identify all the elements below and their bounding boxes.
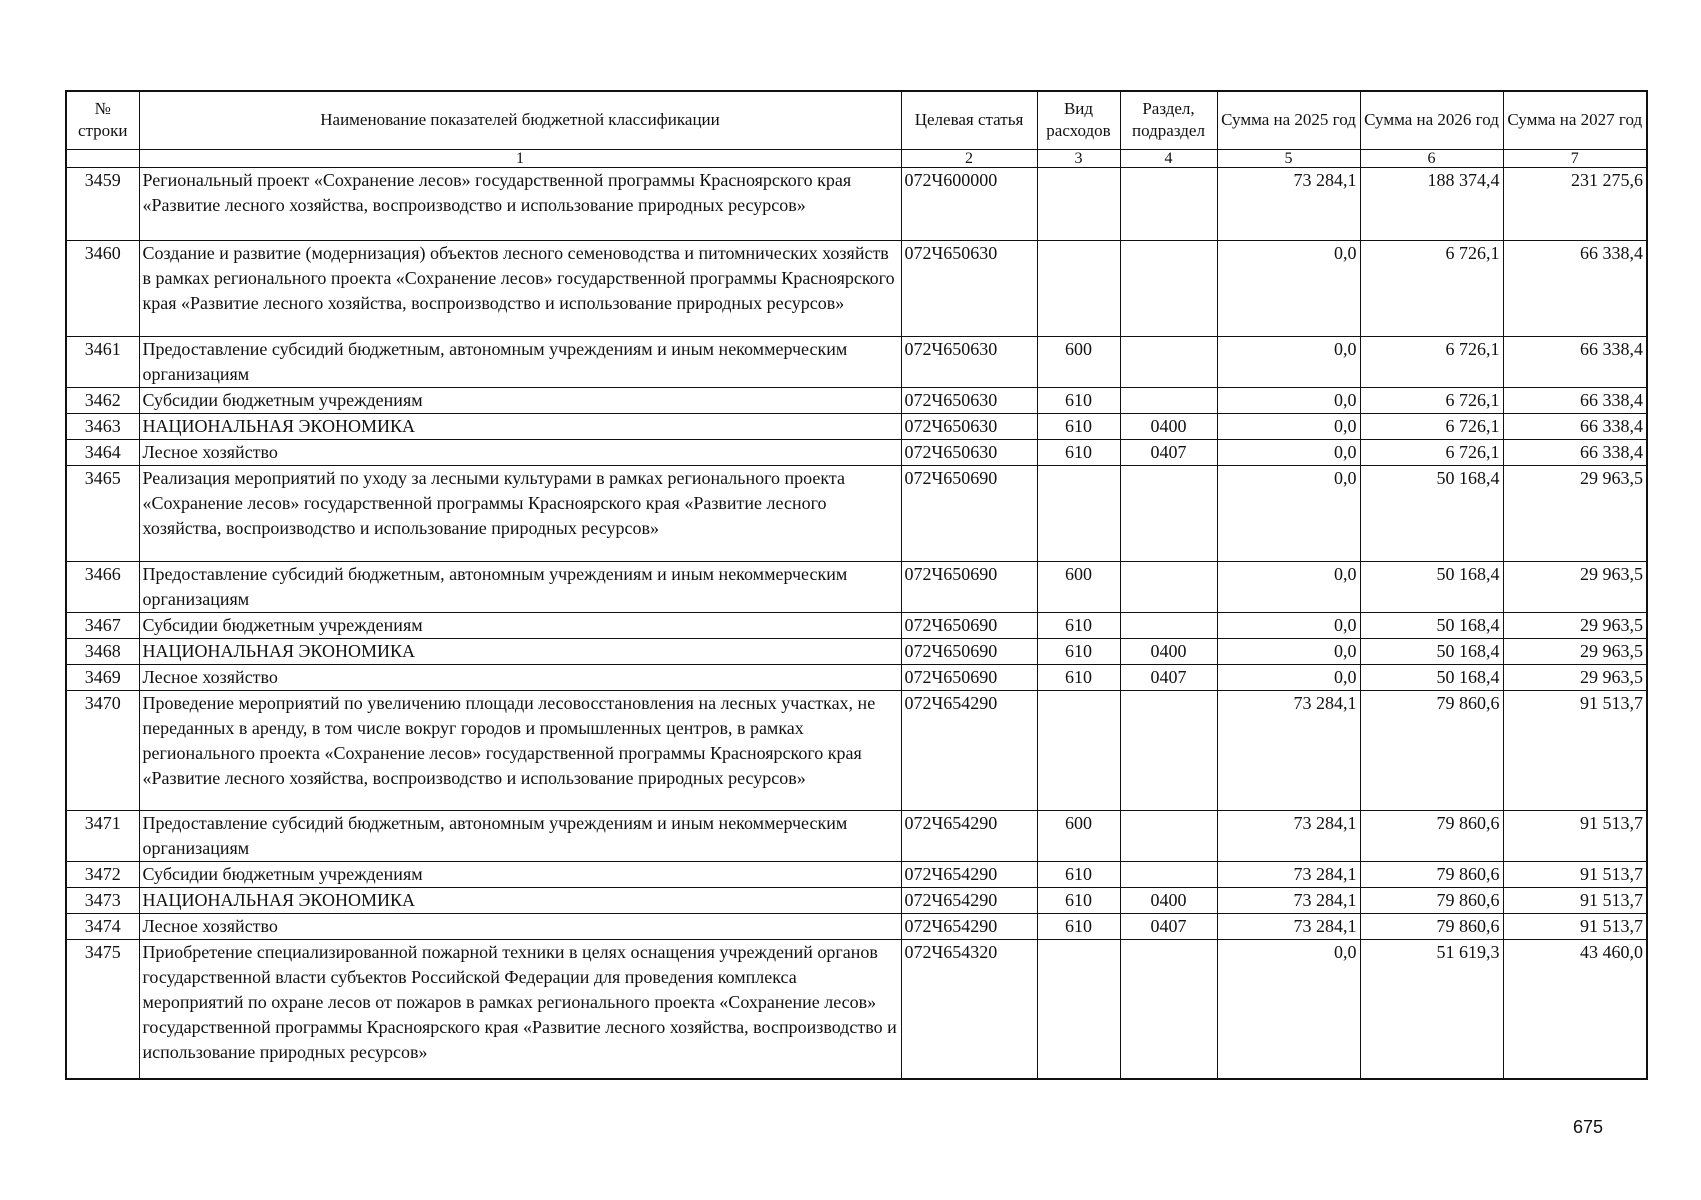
sum-2027: 91 513,7 <box>1503 887 1647 913</box>
row-name: Предоставление субсидий бюджетным, автономным учреждениям и иным некоммерческим организациям <box>139 336 901 387</box>
row-number: 3460 <box>66 240 139 336</box>
sum-2027: 29 963,5 <box>1503 612 1647 638</box>
sum-2027: 91 513,7 <box>1503 690 1647 810</box>
header-row <box>66 91 1647 149</box>
sum-2027: 66 338,4 <box>1503 336 1647 387</box>
target-code: 072Ч650690 <box>901 638 1037 664</box>
header-row-no: № строки <box>66 91 139 149</box>
sum-2026: 50 168,4 <box>1360 638 1503 664</box>
target-code: 072Ч650690 <box>901 465 1037 561</box>
column-number: 4 <box>1120 149 1217 167</box>
expense-type <box>1037 465 1120 561</box>
sum-2025: 73 284,1 <box>1217 861 1360 887</box>
header-sum-2027: Сумма на 2027 год <box>1503 91 1647 149</box>
row-name: Субсидии бюджетным учреждениям <box>139 612 901 638</box>
column-number: 7 <box>1503 149 1647 167</box>
column-number: 5 <box>1217 149 1360 167</box>
row-name: Создание и развитие (модернизация) объектов лесного семеноводства и питомнических хозяйств в рамках регионального проекта «Сохранение лесов» государственной программы Красноярского края «Развитие лесного хозяйства, воспроизводство и использование природных ресурсов» <box>139 240 901 336</box>
table-row <box>66 664 1647 690</box>
table-row <box>66 561 1647 612</box>
sum-2026: 51 619,3 <box>1360 939 1503 1079</box>
column-number <box>66 149 139 167</box>
sum-2025: 0,0 <box>1217 387 1360 413</box>
section-code: 0400 <box>1120 887 1217 913</box>
table-row <box>66 336 1647 387</box>
target-code: 072Ч650690 <box>901 612 1037 638</box>
column-number: 6 <box>1360 149 1503 167</box>
sum-2026: 6 726,1 <box>1360 336 1503 387</box>
section-code: 0407 <box>1120 913 1217 939</box>
row-number: 3474 <box>66 913 139 939</box>
section-code <box>1120 465 1217 561</box>
row-name: НАЦИОНАЛЬНАЯ ЭКОНОМИКА <box>139 887 901 913</box>
sum-2027: 66 338,4 <box>1503 439 1647 465</box>
section-code <box>1120 690 1217 810</box>
header-section: Раздел, подраздел <box>1120 91 1217 149</box>
row-name: Предоставление субсидий бюджетным, автономным учреждениям и иным некоммерческим организациям <box>139 561 901 612</box>
expense-type: 610 <box>1037 413 1120 439</box>
target-code: 072Ч654290 <box>901 690 1037 810</box>
expense-type <box>1037 690 1120 810</box>
expense-type: 610 <box>1037 861 1120 887</box>
sum-2025: 0,0 <box>1217 240 1360 336</box>
sum-2025: 0,0 <box>1217 612 1360 638</box>
row-number: 3473 <box>66 887 139 913</box>
row-name: Проведение мероприятий по увеличению площади лесовосстановления на лесных участках, не переданных в аренду, в том числе вокруг городов и промышленных центров, в рамках регионального проекта «Сохранение лесов» государственной программы Красноярского края «Развитие лесного хозяйства, воспроизводство и использование природных ресурсов» <box>139 690 901 810</box>
table-row <box>66 913 1647 939</box>
row-number: 3464 <box>66 439 139 465</box>
sum-2025: 0,0 <box>1217 638 1360 664</box>
expense-type: 610 <box>1037 638 1120 664</box>
row-name: Лесное хозяйство <box>139 664 901 690</box>
column-number: 2 <box>901 149 1037 167</box>
sum-2027: 91 513,7 <box>1503 810 1647 861</box>
table-row <box>66 861 1647 887</box>
section-code <box>1120 612 1217 638</box>
row-name: Субсидии бюджетным учреждениям <box>139 387 901 413</box>
row-name: Региональный проект «Сохранение лесов» государственной программы Красноярского края «Развитие лесного хозяйства, воспроизводство и использование природных ресурсов» <box>139 167 901 240</box>
section-code <box>1120 861 1217 887</box>
sum-2025: 0,0 <box>1217 561 1360 612</box>
header-sum-2025: Сумма на 2025 год <box>1217 91 1360 149</box>
table-row <box>66 439 1647 465</box>
sum-2025: 73 284,1 <box>1217 690 1360 810</box>
row-number: 3466 <box>66 561 139 612</box>
sum-2027: 29 963,5 <box>1503 638 1647 664</box>
header-sum-2026: Сумма на 2026 год <box>1360 91 1503 149</box>
expense-type <box>1037 240 1120 336</box>
sum-2027: 43 460,0 <box>1503 939 1647 1079</box>
target-code: 072Ч650630 <box>901 439 1037 465</box>
sum-2025: 0,0 <box>1217 465 1360 561</box>
row-number: 3469 <box>66 664 139 690</box>
row-number: 3459 <box>66 167 139 240</box>
sum-2026: 188 374,4 <box>1360 167 1503 240</box>
row-number: 3472 <box>66 861 139 887</box>
sum-2026: 79 860,6 <box>1360 810 1503 861</box>
expense-type: 610 <box>1037 387 1120 413</box>
budget-table <box>65 90 1648 1080</box>
expense-type: 610 <box>1037 612 1120 638</box>
section-code <box>1120 240 1217 336</box>
expense-type: 600 <box>1037 561 1120 612</box>
sum-2026: 79 860,6 <box>1360 887 1503 913</box>
sum-2027: 29 963,5 <box>1503 465 1647 561</box>
header-type: Вид расходов <box>1037 91 1120 149</box>
table-row <box>66 413 1647 439</box>
sum-2027: 29 963,5 <box>1503 561 1647 612</box>
table-row <box>66 690 1647 810</box>
row-number: 3470 <box>66 690 139 810</box>
row-name: Предоставление субсидий бюджетным, автономным учреждениям и иным некоммерческим организациям <box>139 810 901 861</box>
sum-2026: 50 168,4 <box>1360 561 1503 612</box>
sum-2026: 79 860,6 <box>1360 690 1503 810</box>
row-number: 3462 <box>66 387 139 413</box>
section-code: 0400 <box>1120 638 1217 664</box>
expense-type <box>1037 939 1120 1079</box>
sum-2027: 91 513,7 <box>1503 913 1647 939</box>
section-code <box>1120 387 1217 413</box>
table-row <box>66 612 1647 638</box>
row-name: Приобретение специализированной пожарной техники в целях оснащения учреждений органов государственной власти субъектов Российской Федерации для проведения комплекса мероприятий по охране лесов от пожаров в рамках регионального проекта «Сохранение лесов» государственной программы Красноярского края «Развитие лесного хозяйства, воспроизводство и использование природных ресурсов» <box>139 939 901 1079</box>
row-name: НАЦИОНАЛЬНАЯ ЭКОНОМИКА <box>139 413 901 439</box>
sum-2027: 66 338,4 <box>1503 387 1647 413</box>
target-code: 072Ч650690 <box>901 561 1037 612</box>
expense-type: 600 <box>1037 810 1120 861</box>
column-number: 1 <box>139 149 901 167</box>
sum-2026: 6 726,1 <box>1360 439 1503 465</box>
section-code <box>1120 939 1217 1079</box>
row-name: Лесное хозяйство <box>139 913 901 939</box>
header-target: Целевая статья <box>901 91 1037 149</box>
sum-2025: 73 284,1 <box>1217 810 1360 861</box>
table-row <box>66 939 1647 1079</box>
section-code: 0407 <box>1120 664 1217 690</box>
expense-type: 610 <box>1037 664 1120 690</box>
column-number-row <box>66 149 1647 167</box>
expense-type: 610 <box>1037 887 1120 913</box>
target-code: 072Ч654290 <box>901 913 1037 939</box>
section-code: 0407 <box>1120 439 1217 465</box>
target-code: 072Ч650630 <box>901 413 1037 439</box>
sum-2025: 0,0 <box>1217 336 1360 387</box>
row-number: 3475 <box>66 939 139 1079</box>
section-code <box>1120 336 1217 387</box>
column-number: 3 <box>1037 149 1120 167</box>
target-code: 072Ч650630 <box>901 240 1037 336</box>
sum-2025: 73 284,1 <box>1217 913 1360 939</box>
sum-2026: 79 860,6 <box>1360 913 1503 939</box>
sum-2025: 73 284,1 <box>1217 167 1360 240</box>
row-name: Лесное хозяйство <box>139 439 901 465</box>
expense-type: 610 <box>1037 913 1120 939</box>
sum-2027: 66 338,4 <box>1503 413 1647 439</box>
sum-2026: 79 860,6 <box>1360 861 1503 887</box>
row-number: 3463 <box>66 413 139 439</box>
target-code: 072Ч654290 <box>901 861 1037 887</box>
row-number: 3468 <box>66 638 139 664</box>
row-name: НАЦИОНАЛЬНАЯ ЭКОНОМИКА <box>139 638 901 664</box>
header-name: Наименование показателей бюджетной классификации <box>139 91 901 149</box>
target-code: 072Ч654320 <box>901 939 1037 1079</box>
expense-type: 610 <box>1037 439 1120 465</box>
sum-2026: 6 726,1 <box>1360 387 1503 413</box>
table-row <box>66 465 1647 561</box>
sum-2026: 50 168,4 <box>1360 664 1503 690</box>
sum-2027: 91 513,7 <box>1503 861 1647 887</box>
section-code <box>1120 167 1217 240</box>
table-row <box>66 167 1647 240</box>
table-row <box>66 638 1647 664</box>
target-code: 072Ч654290 <box>901 887 1037 913</box>
row-name: Субсидии бюджетным учреждениям <box>139 861 901 887</box>
table-row <box>66 887 1647 913</box>
section-code <box>1120 561 1217 612</box>
table-row <box>66 810 1647 861</box>
target-code: 072Ч650630 <box>901 336 1037 387</box>
sum-2027: 29 963,5 <box>1503 664 1647 690</box>
table-row <box>66 240 1647 336</box>
row-number: 3461 <box>66 336 139 387</box>
row-name: Реализация мероприятий по уходу за лесными культурами в рамках регионального проекта «Сохранение лесов» государственной программы Красноярского края «Развитие лесного хозяйства, воспроизводство и использование природных ресурсов» <box>139 465 901 561</box>
target-code: 072Ч650630 <box>901 387 1037 413</box>
row-number: 3471 <box>66 810 139 861</box>
section-code: 0400 <box>1120 413 1217 439</box>
sum-2025: 0,0 <box>1217 664 1360 690</box>
table-body <box>66 167 1647 1079</box>
row-number: 3465 <box>66 465 139 561</box>
sum-2027: 66 338,4 <box>1503 240 1647 336</box>
target-code: 072Ч650690 <box>901 664 1037 690</box>
sum-2026: 50 168,4 <box>1360 612 1503 638</box>
sum-2025: 0,0 <box>1217 413 1360 439</box>
sum-2025: 0,0 <box>1217 939 1360 1079</box>
table-row <box>66 387 1647 413</box>
sum-2027: 231 275,6 <box>1503 167 1647 240</box>
expense-type <box>1037 167 1120 240</box>
sum-2025: 0,0 <box>1217 439 1360 465</box>
sum-2026: 6 726,1 <box>1360 413 1503 439</box>
expense-type: 600 <box>1037 336 1120 387</box>
target-code: 072Ч654290 <box>901 810 1037 861</box>
sum-2026: 50 168,4 <box>1360 465 1503 561</box>
page-number: 675 <box>1573 1117 1604 1137</box>
sum-2026: 6 726,1 <box>1360 240 1503 336</box>
section-code <box>1120 810 1217 861</box>
row-number: 3467 <box>66 612 139 638</box>
sum-2025: 73 284,1 <box>1217 887 1360 913</box>
target-code: 072Ч600000 <box>901 167 1037 240</box>
